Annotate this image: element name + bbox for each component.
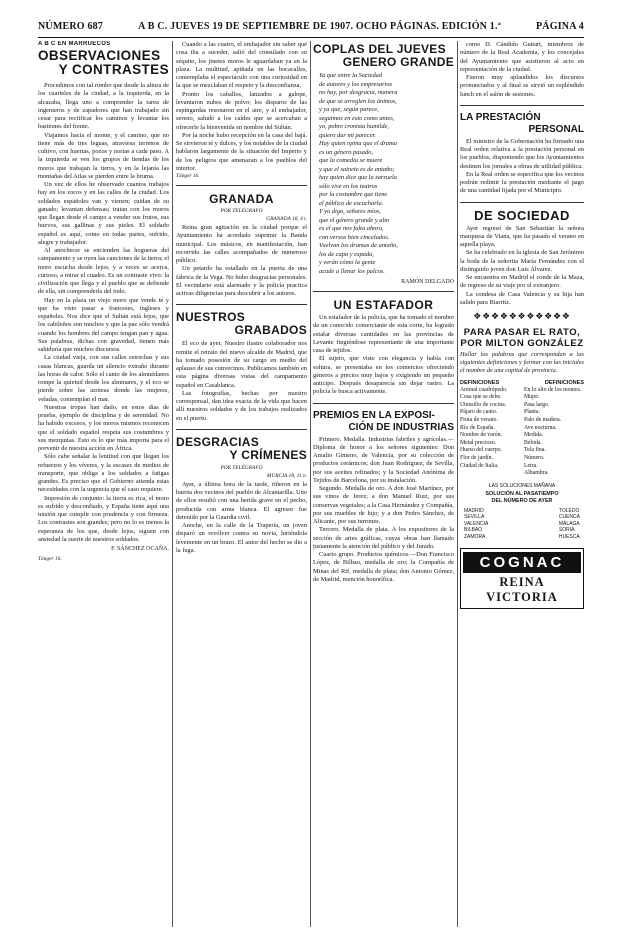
solution-word: CUENCA [558,514,580,521]
headline-line: COPLAS DEL JUEVES [313,42,446,56]
separator [176,429,307,430]
verse-line: con versos bien cincelados. [319,233,390,241]
puzzle-list-header [460,380,584,386]
column-rule [457,41,458,927]
separator [460,202,584,203]
separator [313,291,454,292]
article-paragraph: Por la noche hubo recepción en la casa del bajá. Se sirvieron té y dulces, y los notables de la ciudad hablaron largamente de la situación del Imperio y de los peligros que amenazan a los pueblos del interior. [176,131,307,172]
headline-estafador: UN ESTAFADOR [333,298,434,312]
separator [176,185,307,186]
solution-word: SEVILLA [464,514,485,521]
headline-line: GRABADOS [234,323,307,338]
verse-line: que la comedia se muere [319,157,383,164]
article-paragraph: Nuestras tropas han dado, en estos días de prueba, ejemplo de disciplina y de serenidad. No ha habido excesos, y los moros mismos reconocen que el soldado español respeta sus costumbres y sus mezquitas. Esto es lo que más importa para el porvenir de nuestra acción en África. [38,403,169,452]
verse-line: sólo vive en los teatros [319,182,378,190]
solution-word: ZAMORA [464,533,486,540]
article-paragraph: Sólo cabe señalar la lentitud con que llegan los refuerzos y los víveres, y la escasez de medios de transporte, que obliga a los soldados a fatigas grandes. Es preciso que el Gobierno atienda estas necesidades con la urgencia que el caso requiere. [38,453,169,494]
list-item: Flor de jardín. [460,454,494,461]
article-paragraph: Viajamos hacia el monte, y el camino, que no tiene más de tres leguas, atraviesa terrenos de cultivo, con huertas, pozos y norias a cada paso. A la izquierda se ven los grupos de tiendas de los moros que trabajan la tierra, y en la lejanía las montañas del Atlas se pierden entre la bruma. [38,131,169,180]
headline-line: PARA PASAR EL RATO, [463,327,581,338]
ornament-divider-icon: ❖❖❖❖❖❖❖❖❖❖❖ [473,312,571,322]
article-paragraph: Cuando a las cuatro, el embajador sin saber qué cosa iba a suceder, salió del consulado con su séquito, los jinetes moros le aguardaban ya en la plaza. La multitud, apiñada en las bocacalles, contemplaba el espectáculo con una curiosidad en la que se mezclaban el respeto y la desconfianza. [176,41,307,90]
list-header-right: DEFINICIONES [544,379,584,386]
article-paragraph: Un petardo ha estallado en la puerta de una fábrica de la Vega. No hubo desgracias personales. El vecindario está alarmado y la policía practica activas diligencias para descubrir a los autores. [176,265,307,297]
telegraph-label: POR TELÉGRAFO [220,208,263,214]
page-number: PÁGINA 4 [536,21,584,32]
list-item: Fruta de verano. [460,416,498,423]
article-paragraph: como D. Cándido Guitart, miembros de número de la Real Academia, y los concejales del Ayuntamiento que asistieron al acto en representación de la ciudad. [460,41,584,73]
article-paragraph: En la Real orden se especifica que los vecinos podrán redimir la prestación mediante el pago de una cantidad fijada por el Municipio. [460,170,584,195]
verse-line: Y yo digo, señores míos, [319,208,381,215]
article-byline: F. SÁNCHEZ OCAÑA. [111,546,169,552]
verse-line: que el género grande y alto [319,216,390,224]
ad-product: REINA VICTORIA [486,575,558,605]
headline-pasar-rato [460,327,584,349]
separator [313,403,454,404]
solution-title-line: DEL NÚMERO DE AYER [491,497,553,504]
article-paragraph: Se encuentra en Madrid el conde de la Maza, de regreso de su viaje por el extranjero. [460,274,584,290]
verse-line: Ya que entre la Sociedad [319,72,383,79]
article-paragraph: Primero. Medalla. Industrias fabriles y agrícolas.—Diploma de honor a los señores siguientes: Don Amalio Gimeno, de Valencia, por su colección de productos cerámicos; don Juan Rodríguez, de Sevilla, por sus aceites refinados; y la Sociedad Anónima de Tejidos de Barcelona, por su instalación. [313,435,454,484]
article-paragraph: Reina gran agitación en la ciudad porque el Ayuntamiento ha acordado suprimir la Banda municipal. Los músicos, en manifestación, han recorrido las calles acompañados de numeroso público. [176,224,307,264]
article-paragraph: Hay en la plaza un viejo moro que vende té y que ha visto pasar a franceses, ingleses y españoles. Nos dice que el Sultán está lejos, que los cabileños son muchos y que la paz sólo vendrá cuando los hombres del campo tengan pan y agua. Sus palabras, dichas con gravedad, tienen más sabiduría que muchos discursos. [38,296,169,353]
headline-observaciones [38,49,169,77]
headline-line: Y CONTRASTES [58,62,169,77]
verse-line: es el que nos falta ahora, [319,225,384,232]
article-paragraph: Segundo. Medalla de oro. A don José Martínez, por sus vinos de Jerez; a don Manuel Ruiz, por sus conservas vegetales; a la Casa Hernández y Compañía, por sus muebles de lujo; y a don Pedro Sánchez, de Alicante, por sus turrones. [313,485,454,525]
list-item: Pasa largo. [524,401,550,408]
solution-word: BILBAO [464,527,483,534]
list-item: Bebida. [524,439,542,446]
verse-line: Hay quien opina que el drama [319,140,397,147]
solutions-note: LAS SOLUCIONES MAÑANA [488,482,556,489]
dateline: GRANADA 18, 4 t. [266,216,307,222]
verse-line: los de capa y espada, [319,250,374,258]
solution-word: MADRID [464,507,484,514]
solution-word: SORIA [558,527,575,534]
solution-title [460,491,584,505]
article-place: Tánger 16. [38,556,62,562]
list-item: Utensilio de cocina. [460,401,507,408]
definitions-left [460,387,520,478]
telegraph-label: POR TELÉGRAFO [220,464,263,471]
verse-line: de autores y los empresarios [319,80,393,88]
verse-line: no hay, por desgracia, manera [319,89,398,96]
separator [460,105,584,106]
list-item: Ave nocturna. [524,424,557,431]
headline-line: CIÓN DE INDUSTRIAS [348,421,454,433]
headline-premios [313,410,454,434]
verse-line: el público de escucharla. [319,199,384,207]
list-item: Hueso del cuerpo. [460,447,503,454]
verse-line: y verán cómo la gente [319,259,376,266]
headline-line: LA PRESTACIÓN [460,111,541,123]
article-paragraph: Ayer, a última hora de la tarde, riñeron en la huerta dos vecinos del pueblo de Alcantarilla. Uno de ellos resultó con una herida grave en el pecho, producida con arma blanca. El agresor fue detenido por la Guardia civil. [176,480,307,521]
column-2 [176,41,307,929]
verse-line: de que se arreglen los ánimos, [319,97,397,105]
headline-line: PREMIOS EN LA EXPOSI- [313,409,435,421]
column-4 [460,41,584,929]
verse-line: y ya que, según parece, [319,106,379,113]
headline-line: Y CRÍMENES [229,447,307,462]
verse-line: acude a llenar los palcos. [319,267,385,275]
article-paragraph: Fueron muy aplaudidos los discursos pronunciados y al final se sirvió un espléndido lunch en el salón de sesiones. [460,74,584,98]
verse-line: por la costumbre que tiene [319,191,388,198]
list-header-left: DEFINICIONES [460,379,500,386]
list-item: Río de España. [460,424,495,431]
solution-left [464,508,488,541]
article-paragraph: Las fotografías, hechas por nuestro corresponsal, dan idea exacta de la vida que hacen allí nuestros soldados y de los trabajos realizados en el puerto. [176,389,307,422]
headline-line: GENERO GRANDE [342,55,454,69]
headline-prestacion [460,112,584,136]
article-paragraph: Cuarto grupo. Productos químicos.—Don Francisco López, de Bilbao, medalla de oro; la Compañía de Minas del Rif, medalla de plata; don Antonio Gómez, de Madrid, mención honorífica. [313,551,454,583]
article-paragraph: Un vez de ellos he observado cuantos trabajos hay en los zocos y en las calles de la ciudad. Los soldados españoles van y vienen; cuidan de su ganado; levantan defensas; tratan con los moros que llegan desde el campo a vender sus frutos, sus huevos, sus gallinas y sus pieles. El soldado español es aquí, como en todas partes, sufrido, alegre y trabajador. [38,181,169,246]
solution-title-line: SOLUCIÓN AL PASATIEMPO [485,490,559,497]
column-rule [172,41,173,927]
article-paragraph: El eco de ayer, Nuestro ilustre colaborador nos remite el retrato del nuevo alcalde de Madrid, que ha tomado posesión de su cargo en medio del aplauso de sus convecinos. Publicamos también en esta página diversas vistas del campamento español en Casablanca. [176,340,307,389]
section-kicker: A B C EN MARRUECOS [38,41,111,47]
dateline: MURCIA 18, 11 n. [266,472,307,479]
verse-line: yo, pobre cronista humilde, [319,123,389,130]
headline-desgracias [176,436,307,462]
masthead-rule [38,37,584,38]
solution-word: HUESCA [558,533,580,540]
list-item: En lo alto de los montes. [524,386,582,393]
puzzle-lists [460,387,584,478]
solution-right [559,508,580,541]
list-item: Tela fina. [524,447,546,454]
verse-line: seguimos en esto como antes, [319,114,395,122]
solution-word: MÁLAGA [558,520,580,527]
article-paragraph: Pronto los caballos, lanzados a galope, levantaron nubes de polvo; los disparos de las espingardas resonaron en el aire, y el embajador, sereno, saludó a los caídes que se acercaban a ofrecerle la bienvenida en nombre del Sultán. [176,90,307,131]
list-item: Cosa que se debe. [460,394,502,401]
verse-line: y que el sainete es de antaño; [319,165,395,173]
list-item: Metal precioso. [460,439,497,446]
column-3 [313,41,454,929]
verse-line: hay quien dice que la zarzuela [319,174,397,181]
definitions-right [524,387,584,478]
list-item: Planta. [524,409,540,416]
cognac-advertisement [460,548,584,609]
puzzle-intro: Hallar los palabras que correspondan a las siguientes definiciones y formar con las iniciales el nombre de una capital de provincia. [460,351,584,375]
headline-line: DESGRACIAS [176,434,260,449]
article-paragraph: La ciudad vieja, con sus calles estrechas y sus casas blancas, guarda un silencio extraño durante las horas de calor. Sólo el canto de los almuédanos rompe la quietud desde los alminares, y el eco se pierde sobre las azoteas donde las mujeres, veladas, contemplan el mar. [38,354,169,403]
solution-word: VALENCIA [464,520,489,527]
headline-sociedad: DE SOCIEDAD [474,207,570,223]
article-paragraph: La condesa de Casa Valencia y su hija han salido para Biarritz. [460,290,584,306]
solution-grid [464,508,580,541]
article-paragraph: Al anochecer se encienden las hogueras del campamento y se oyen las canciones de la tierra; el moro escucha desde lejos, y a veces se acerca, curioso, a mirar el cuadro. Es un contraste vivo: la civilización que llega y el pueblo que se defiende de ella, sin comprenderla del todo. [38,247,169,296]
verse-block [313,72,454,276]
list-item: Ciudad de Italia. [460,462,499,469]
verse-line: es un género pasado, [319,148,374,156]
verse-signature: RAMÓN DELGADO [401,279,454,285]
column-rule [310,41,311,927]
article-paragraph: Se ha celebrado en la iglesia de San Jerónimo la boda de la señorita María Fernández con el distinguido joven don Luis Álvarez. [460,249,584,273]
verse-line: quiero dar mi parecer. [319,131,377,139]
article-paragraph: Ayer regresó de San Sebastián la señora marquesa de Viana, que ha pasado el verano en aquella playa. [460,224,584,248]
issue-number: NÚMERO 687 [38,21,104,32]
article-paragraph: Impresión de conjunto: la tierra es rica, el moro es sufrido y desconfiado, y España tiene aquí una misión que cumplir con prudencia y con firmeza. Los contrastes son grandes; pero no lo es menos la esperanza de los que, desde lejos, siguen con ansiedad la suerte de nuestros soldados. [38,494,169,543]
article-paragraph: Procedimos con tal rumbo que desde la altura de los cuarteles de la ciudad, a la izquierda, en la alcazaba, llega uno a comprender la tarea de ingenieros y de zapadores que han trabajado sin cesar para rectificar los caminos y levantar los bastiones del frente. [38,82,169,131]
list-item: Número. [524,454,545,461]
masthead [38,21,584,36]
list-item: Animal cuadrúpedo. [460,386,508,393]
list-item: Medida. [524,432,544,439]
list-item: Alhambra. [524,470,549,477]
article-paragraph: Tercero. Medalla de plata. A los expositores de la sección de artes gráficas, cuyas obras han llamado justamente la atención del público y del Jurado. [313,526,454,550]
column-1 [38,41,169,929]
list-item: Palo de madera. [524,416,562,423]
article-paragraph: Anoche, en la calle de la Trapería, un joven disparó un revólver contra su novia, hiriéndola levemente en un brazo. El autor del hecho se dio a la fuga. [176,522,307,554]
list-item: Nombre de varón. [460,432,503,439]
headline-line: OBSERVACIONES [38,48,161,63]
list-item: Pájaro de canto. [460,409,498,416]
article-paragraph: El ministro de la Gobernación ha firmado una Real orden relativa a la prestación personal en los pueblos, disponiendo que los Ayuntamientos destinen los jornales a obras de utilidad pública. [460,137,584,170]
solution-word: TOLEDO [558,507,580,514]
headline-line: POR MILTON GONZÁLEZ [460,338,584,349]
headline-line: PERSONAL [528,123,584,135]
separator [176,304,307,305]
article-place: Tánger 16. [176,173,200,179]
headline-grabados [176,311,307,337]
verse-line: Vuelvan los dramas de antaño, [319,242,398,249]
list-item: Letra. [524,462,538,469]
headline-granada: GRANADA [209,192,274,206]
masthead-date: A B C. JUEVES 19 DE SEPTIEMBRE DE 1907. OCHO PÁGINAS. EDICIÓN 1.ª [138,21,501,32]
headline-coplas [313,43,454,69]
list-item: Mujer. [524,394,540,401]
article-paragraph: El sujeto, que viste con elegancia y habla con soltura, se presentaba en los comercios ofreciendo géneros a precios muy bajos y exigiendo un pequeño anticipo. Después desaparecía sin dejar rastro. La policía le busca activamente. [313,355,454,396]
headline-line: NUESTROS [176,310,246,325]
article-paragraph: Un estafador de la policía, que ha tomado el nombre de un conocido comerciante de esta corte, ha logrado estafar diversas cantidades en las provincias de Levante fingiéndose representante de una importante casa de tejidos. [313,314,454,354]
ad-brand: COGNAC [463,552,581,573]
